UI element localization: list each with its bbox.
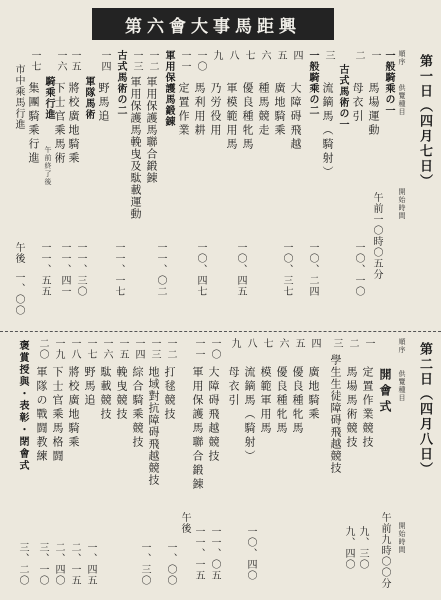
- day1-ev8-time: 一〇、四五: [235, 242, 246, 297]
- day2-ev16-num: 一六: [101, 338, 112, 360]
- day1-ev3-name: 流鏑馬（騎射）: [321, 82, 334, 180]
- day1-head-event: 供覽種目: [398, 84, 406, 116]
- day1-ev13-num: 一三: [131, 50, 142, 72]
- day2-ev19-name: 下士官乘馬格闘: [51, 366, 64, 464]
- day1-ev8-num: 八: [227, 50, 238, 61]
- day1-head-time: 開始時間: [398, 188, 406, 220]
- day1-ev5-time: 一〇、三七: [281, 242, 292, 297]
- day2-ev3-time: 九、四〇: [343, 526, 354, 570]
- day1-ev10-num: 一〇: [195, 50, 206, 72]
- day1-ev12-num: 一二: [147, 50, 158, 72]
- day2-ev8-num: 八: [245, 338, 256, 349]
- day2-ev1-num: 一: [363, 338, 374, 349]
- day2-opening: 開會式: [378, 368, 392, 416]
- day1-ev6-name: 種馬競走: [257, 82, 270, 138]
- day1-ev8-name: 軍模範用馬: [225, 82, 238, 152]
- day2-ev1-name: 定置作業競技: [361, 366, 374, 450]
- day2-ev6-name: 優良種牝馬: [275, 366, 288, 436]
- day1-ev6-num: 六: [259, 50, 270, 61]
- day2-ev8-time: 一〇、四〇: [245, 526, 256, 581]
- day1-ev1-name: 馬場運動: [367, 82, 380, 138]
- day1-ev2-num: 二: [353, 50, 364, 61]
- day2-section: [0, 336, 441, 598]
- day1-ev11-name: 定置作業: [177, 82, 190, 138]
- day1-ev12-time: 一一、〇二: [155, 242, 166, 297]
- day2-ev14-name: 綜合騎乘競技: [131, 366, 144, 450]
- day2-ev1-time: 午前九時〇〇分: [379, 512, 390, 589]
- day1-ev10-name: 馬利用耕: [193, 82, 206, 138]
- day1-ev16-time: 一一、四一: [59, 242, 70, 297]
- day2-ev10-name: 大障碍飛越競技: [207, 366, 220, 464]
- day1-heading: 第一日（四月七日）: [417, 54, 432, 189]
- day2-ev7-name: 模範軍用馬: [259, 366, 272, 436]
- day2-ev11-time: 一一、一五: [193, 526, 204, 581]
- day1-ev11-num: 一一: [179, 50, 190, 72]
- day1-section-koshiki-2: 古式馬術の二: [115, 50, 126, 116]
- day1-ev16-name: 下士官乘馬術: [53, 82, 66, 166]
- day2-ev6-num: 六: [277, 338, 288, 349]
- day1-ev13-name: 軍用保護馬輓曳及駄載運動: [129, 76, 142, 220]
- day1-ev5-name: 廣地騎乘: [273, 82, 286, 138]
- day2-ev19-num: 一九: [53, 338, 64, 360]
- program-title: 第六會大事馬距興: [92, 8, 334, 40]
- day2-closing-time: 三、二〇: [17, 542, 28, 586]
- day1-ev4-name: 大障碍飛越: [289, 82, 302, 152]
- day1-ev16-num: 一六: [55, 50, 66, 72]
- day2-ev20-num: 二〇: [37, 338, 48, 360]
- day2-ev18-name: 將校廣地騎乘: [67, 366, 80, 450]
- day2-head-order: 順序: [398, 338, 406, 354]
- day1-ev4-time: 一〇、二四: [307, 242, 318, 297]
- day1-ev17-time: 一一、五五: [39, 242, 50, 297]
- day1-ev2-time: 一〇、一〇: [353, 242, 364, 297]
- day1-ev17-num: 一七: [29, 50, 40, 72]
- day2-ev20-name: 軍隊の戰闘教練: [35, 366, 48, 464]
- day2-ev20-time: 三、一〇: [37, 542, 48, 586]
- day1-note2: 市中乘馬行進: [13, 64, 24, 130]
- day1-ev15-num: 一五: [69, 50, 80, 72]
- day2-ev3-num: 三: [331, 338, 342, 349]
- day2-closing: 褒賞授與・表彰・閉會式: [17, 340, 28, 472]
- day1-ev12-name: 軍用保護馬聯合鍛錬: [145, 76, 158, 184]
- day1-ev1-num: 一: [369, 50, 380, 61]
- day1-ev1-time: 午前一〇時〇五分: [371, 192, 382, 280]
- day2-ev2-name: 馬場馬術競技: [345, 366, 358, 450]
- day2-ev13-num: 一三: [149, 338, 160, 360]
- day1-ev7-num: 七: [243, 50, 254, 61]
- day2-ev2-num: 二: [347, 338, 358, 349]
- day2-ev2-time: 九、三〇: [357, 526, 368, 570]
- day2-ev12-name: 打毬競技: [163, 366, 176, 422]
- day2-ev18-num: 一八: [69, 338, 80, 360]
- day2-ev14-num: 一四: [133, 338, 144, 360]
- day2-ev5-name: 優良種牝馬: [291, 366, 304, 436]
- day2-ev14-time: 一、三〇: [139, 542, 150, 586]
- day1-ev14-num: 一四: [99, 50, 110, 72]
- day2-ev10-num: 一〇: [209, 338, 220, 360]
- day2-head-event: 供覽種目: [398, 370, 406, 402]
- day1-ev9-num: 九: [211, 50, 222, 61]
- day2-ev17-num: 一七: [85, 338, 96, 360]
- day2-ev11-name: 軍用保護馬聯合鍛錬: [191, 366, 204, 492]
- day1-section: [0, 46, 441, 330]
- day2-ev18-time: 二、一五: [69, 542, 80, 586]
- day1-head-order: 順序: [398, 50, 406, 66]
- day-divider: [0, 331, 441, 332]
- day2-ev8-name: 流鏑馬（騎射）: [243, 366, 256, 464]
- day1-ev17-name: 集團騎乘行進: [27, 82, 40, 166]
- day2-ev5-num: 五: [293, 338, 304, 349]
- day1-ev15-name: 將校廣地騎乘: [67, 82, 80, 166]
- day1-pm-label: 午後: [13, 242, 24, 264]
- day1-section-koshiki-1: 古式馬術の一: [337, 64, 348, 130]
- day2-ev7-num: 七: [261, 338, 272, 349]
- day2-heading: 第二日（四月八日）: [417, 342, 432, 477]
- day1-section-general-2: 一般騎乘の二: [307, 50, 318, 116]
- day1-ev5-num: 五: [275, 50, 286, 61]
- day1-ev9-name: 乃労役用: [209, 82, 222, 138]
- day1-ev14-name: 野馬追: [97, 82, 110, 124]
- day2-ev12-num: 一二: [165, 338, 176, 360]
- day1-ev7-name: 優良種牝馬: [241, 82, 254, 152]
- day1-ev2-name: 母衣引: [351, 82, 364, 124]
- day1-section-army: 軍隊馬術: [83, 76, 94, 120]
- day2-ev9-name: 母衣引: [227, 366, 240, 408]
- day2-ev4-name: 廣地騎乘: [307, 366, 320, 422]
- day2-ev13-name: 地域對抗障碍飛越競技: [147, 366, 160, 486]
- day2-ev12-time: 一、〇〇: [165, 542, 176, 586]
- day2-head-time: 開始時間: [398, 522, 406, 554]
- day2-ev17-time: 一、四五: [85, 542, 96, 586]
- day2-ev4-num: 四: [309, 338, 320, 349]
- day2-ev19-time: 二、四〇: [53, 542, 64, 586]
- day2-ev15-name: 輓曳競技: [115, 366, 128, 422]
- day1-pm-time: 一、〇〇: [13, 272, 24, 316]
- day1-section-general-1: 一般騎乘の一: [383, 50, 394, 116]
- day2-ev11-num: 一一: [193, 338, 204, 360]
- day1-ev3-num: 三: [323, 50, 334, 61]
- day2-ev16-name: 駄載競技: [99, 366, 112, 422]
- day1-ev14-time: 一一、一七: [113, 242, 124, 297]
- day1-section-military: 軍用保護馬鍛錬: [163, 50, 174, 127]
- day2-ev17-name: 野馬追: [83, 366, 96, 408]
- day2-ev9-num: 九: [229, 338, 240, 349]
- day2-pm-label: 午後: [179, 512, 190, 534]
- day2-ev10-time: 一一、〇五: [209, 526, 220, 581]
- day2-ev3-name: 學生生徒障碍飛越競技: [329, 354, 342, 474]
- day1-ev4-num: 四: [291, 50, 302, 61]
- day1-ev10-time: 一〇、四七: [195, 242, 206, 297]
- day1-ev15-time: 一一、三〇: [75, 242, 86, 297]
- day2-ev15-num: 一五: [117, 338, 128, 360]
- day1-section-show: 騎乘行進: [43, 76, 54, 120]
- day1-note: 午前終了後: [44, 146, 52, 186]
